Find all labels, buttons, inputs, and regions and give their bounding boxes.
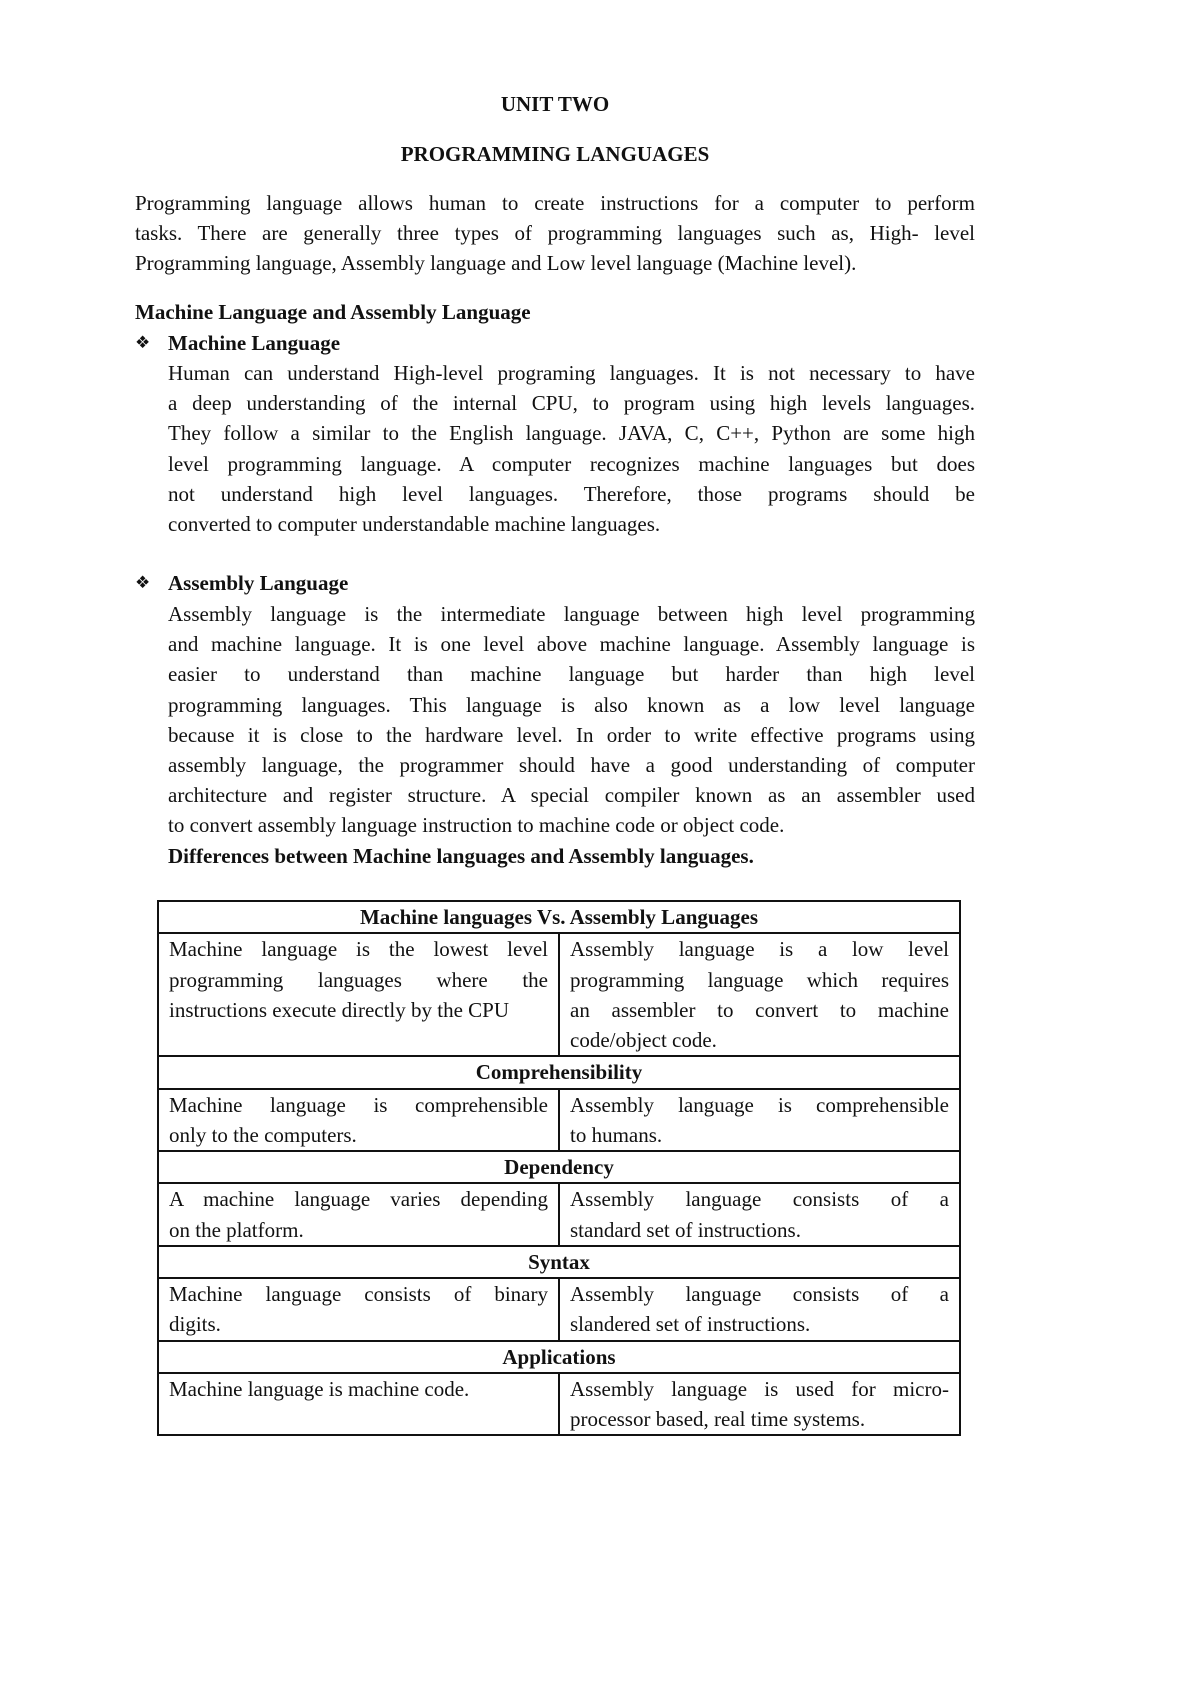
table-row [158,1278,960,1340]
text-line: tasks. There are generally three types of programming languages such as, High- level [135,221,975,246]
text-line: on the platform. [169,1217,304,1242]
diamond-bullet-icon: ❖ [135,333,151,352]
differences-heading: Differences between Machine languages and Assembly languages. [168,844,754,868]
text-line: Machine language is machine code. [169,1376,470,1401]
intro-paragraph [135,188,975,279]
table-row [158,933,960,1056]
machine-cell [158,1089,559,1151]
assembly-language-heading: Assembly Language [168,571,349,595]
assembly-language-paragraph [168,599,975,841]
table-row [158,1373,960,1435]
assembly-cell [559,1278,960,1340]
table-row [158,1089,960,1151]
text-line: Assembly language consists of a [570,1282,949,1307]
section-heading: Machine Language and Assembly Language [135,300,531,324]
machine-cell [158,1183,559,1245]
machine-cell [158,1278,559,1340]
table-section-header: Dependency [158,1151,960,1183]
table-section-row [158,1056,960,1088]
text-line: to convert assembly language instruction to machine code or object code. [168,813,785,838]
assembly-cell [559,1089,960,1151]
table-section-header: Syntax [158,1246,960,1278]
diamond-bullet-icon: ❖ [135,573,151,592]
text-line: programming languages where the [169,967,548,992]
text-line: Programming language allows human to create instructions for a computer to perform [135,191,975,215]
text-line: digits. [169,1312,221,1337]
machine-language-heading: Machine Language [168,331,341,355]
page-title: PROGRAMMING LANGUAGES [400,142,710,166]
text-line: Assembly language is comprehensible [570,1092,949,1117]
machine-cell [158,933,559,1056]
text-line: architecture and register structure. A special compiler known as an assembler used [168,783,975,808]
text-line: programming languages. This language is also known as a low level language [168,692,975,717]
table-section-header: Applications [158,1341,960,1373]
text-line: an assembler to convert to machine [570,997,949,1022]
text-line: code/object code. [570,1027,717,1052]
text-line: Assembly language consists of a [570,1187,949,1212]
unit-title: UNIT TWO [500,92,610,116]
text-line: standard set of instructions. [570,1217,801,1242]
text-line: easier to understand than machine language but harder than high level [168,662,975,687]
table-section-header: Comprehensibility [158,1056,960,1088]
table-section-row [158,1246,960,1278]
assembly-cell [559,933,960,1056]
table-section-row [158,1151,960,1183]
assembly-cell [559,1183,960,1245]
text-line: processor based, real time systems. [570,1407,866,1432]
table-section-header: Machine languages Vs. Assembly Languages [158,901,960,933]
text-line: to humans. [570,1122,663,1147]
text-line: They follow a similar to the English language. JAVA, C, C++, Python are some high [168,421,975,446]
text-line: assembly language, the programmer should have a good understanding of computer [168,752,975,777]
text-line: not understand high level languages. Therefore, those programs should be [168,481,975,506]
comparison-table [157,900,961,1436]
text-line: programming language which requires [570,967,949,992]
machine-language-paragraph [168,358,975,539]
table-section-row [158,901,960,933]
text-line: Machine language consists of binary [169,1282,548,1307]
text-line: a deep understanding of the internal CPU, to program using high levels languages. [168,391,975,416]
text-line: Assembly language is the intermediate language between high level programming [168,602,975,626]
text-line: only to the computers. [169,1122,357,1147]
text-line: Machine language is comprehensible [169,1092,548,1117]
text-line: A machine language varies depending [169,1187,548,1212]
text-line: because it is close to the hardware level. In order to write effective programs using [168,722,975,747]
text-line: Assembly language is used for micro- [570,1376,949,1401]
text-line: instructions execute directly by the CPU [169,997,510,1022]
assembly-cell [559,1373,960,1435]
table-section-row [158,1341,960,1373]
text-line: Human can understand High-level programing languages. It is not necessary to have [168,361,975,385]
text-line: level programming language. A computer recognizes machine languages but does [168,451,975,476]
machine-cell [158,1373,559,1435]
text-line: converted to computer understandable machine languages. [168,511,661,536]
text-line: slandered set of instructions. [570,1312,811,1337]
text-line: Programming language, Assembly language and Low level language (Machine level). [135,251,857,276]
table-row [158,1183,960,1245]
text-line: Machine language is the lowest level [169,937,548,962]
text-line: and machine language. It is one level above machine language. Assembly language is [168,632,975,657]
text-line: Assembly language is a low level [570,937,949,962]
